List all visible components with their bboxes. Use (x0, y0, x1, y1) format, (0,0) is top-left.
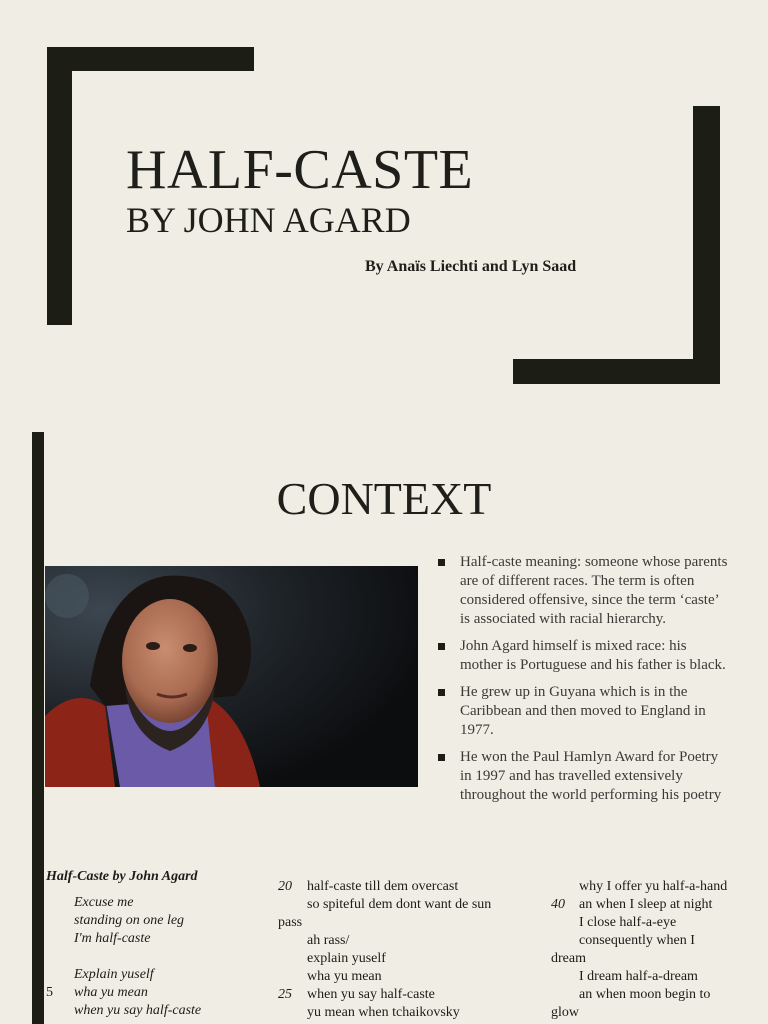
poem-line: yu mean when tchaikovsky (307, 1005, 460, 1020)
poem-line: wha yu mean (307, 969, 382, 984)
line-number: 5 (46, 985, 53, 1000)
list-item: Half-caste meaning: someone whose parents are of different races. The term is often considered offensive, since the term ‘caste’ is associated with racial hierarchy. (438, 553, 728, 629)
list-item: He won the Paul Hamlyn Award for Poetry in 1997 and has travelled extensively throughout the world performing his poetry (438, 748, 728, 805)
frame-bar-left (47, 47, 72, 325)
poem-line: I dream half-a-dream (579, 969, 698, 984)
square-bullet-icon (438, 559, 445, 566)
line-number: 40 (551, 897, 565, 912)
square-bullet-icon (438, 643, 445, 650)
poem-line: 40 an when I sleep at night (551, 897, 713, 912)
frame-bar-top-left (47, 47, 254, 71)
poem-line: an when moon begin to (579, 987, 711, 1002)
line-number: 25 (278, 987, 292, 1002)
context-bullet-list (438, 553, 728, 813)
poem-line: dream (551, 951, 586, 966)
author-photo (45, 566, 418, 787)
poem-column-1 (46, 868, 201, 1020)
poem-line: explain yuself (307, 951, 386, 966)
poem-line: glow (551, 1005, 579, 1020)
frame-bar-right (693, 106, 720, 384)
poem-line: why I offer yu half-a-hand (579, 879, 728, 894)
slide-title: HALF-CASTE (126, 139, 474, 201)
poem-line: 25 when yu say half-caste (278, 987, 435, 1002)
poem-line: ah rass/ (307, 933, 350, 948)
poem-line: pass (278, 915, 303, 930)
poem-line (46, 948, 201, 966)
poem-line: so spiteful dem dont want de sun (307, 897, 492, 912)
list-item: He grew up in Guyana which is in the Caribbean and then moved to England in 1977. (438, 683, 728, 740)
frame-bar-bottom-right (513, 359, 720, 384)
slide-authors: By Anaïs Liechti and Lyn Saad (365, 258, 577, 275)
poem-column-3 (551, 878, 727, 1022)
square-bullet-icon (438, 689, 445, 696)
poem-line: consequently when I (579, 933, 695, 948)
square-bullet-icon (438, 754, 445, 761)
poem-column-2 (278, 878, 491, 1022)
context-heading: CONTEXT (276, 473, 492, 524)
poem-line: I close half-a-eye (579, 915, 677, 930)
poem-line: 20 half-caste till dem overcast (278, 879, 459, 894)
poem-line: I'm half-caste (74, 931, 151, 946)
poem-line: 5 wha yu mean (46, 985, 148, 1000)
poem-line: when yu say half-caste (74, 1003, 202, 1018)
slide-subtitle: BY JOHN AGARD (126, 200, 411, 240)
poem-line: standing on one leg (74, 913, 185, 928)
poem-heading: Half-Caste by John Agard (46, 869, 198, 884)
poem-line: Excuse me (74, 895, 134, 910)
list-item: John Agard himself is mixed race: his mother is Portuguese and his father is black. (438, 637, 728, 675)
line-number: 20 (278, 879, 292, 894)
poem-line: Explain yuself (74, 967, 154, 982)
